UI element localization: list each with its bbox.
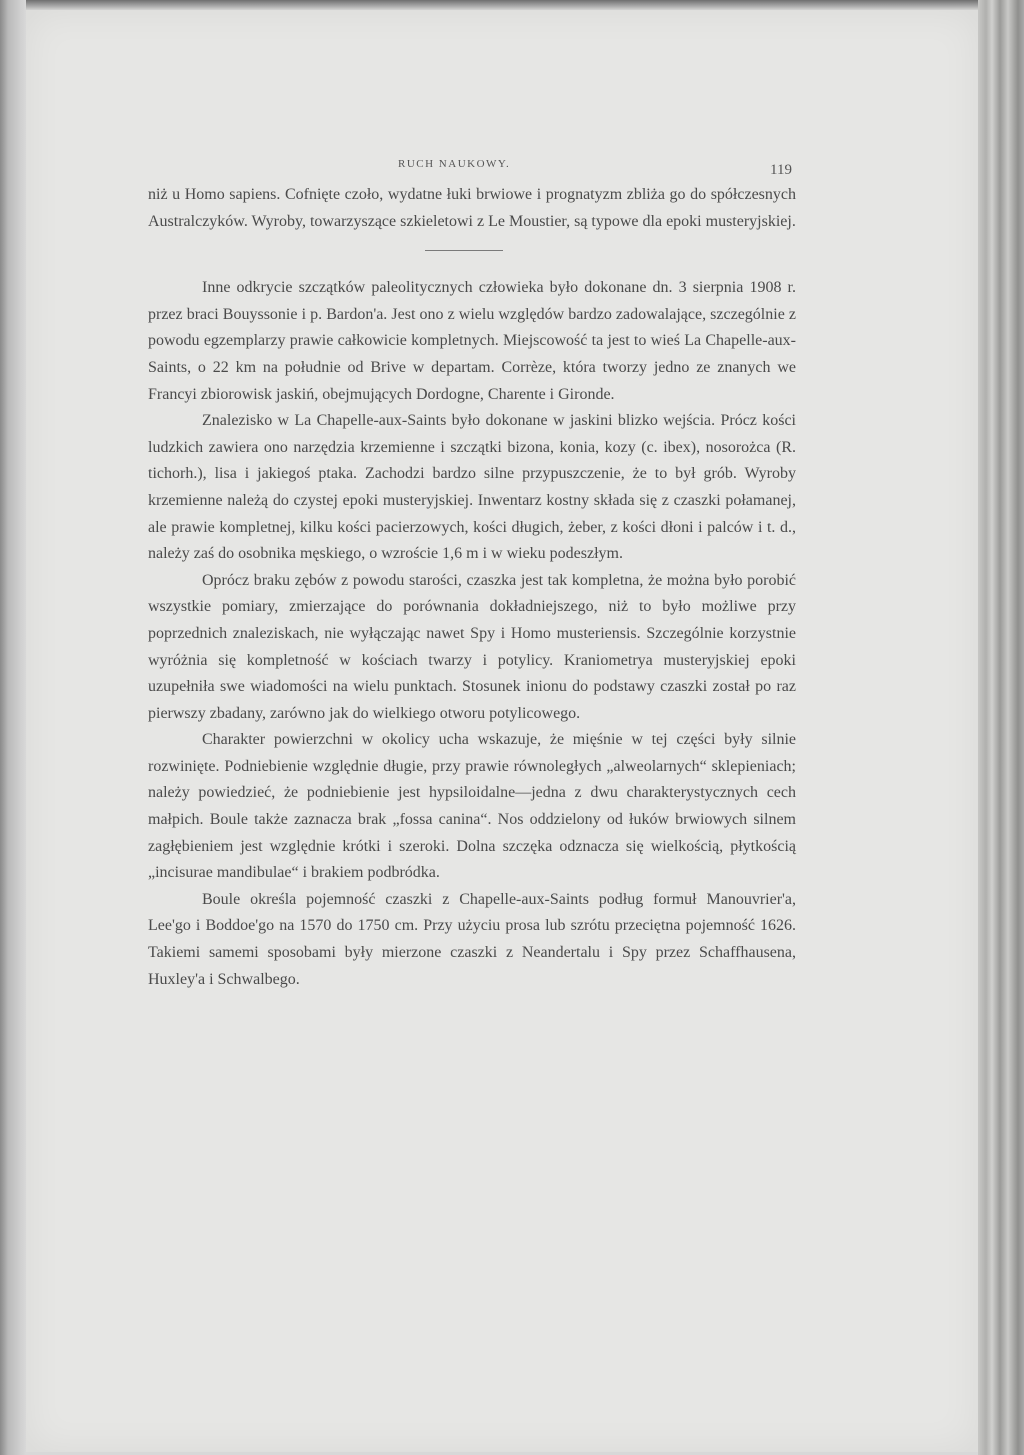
paragraph-surface-character: Charakter powierzchni w okolicy ucha wskazuje, że mięśnie w tej części były silnie rozwinięte. Podniebienie względnie długie, przy prawie równoległych „alweolarnych“ sklepieniach; należy powiedzieć, że podniebienie jest hypsiloidalne—jedna z dwu charakterystycznych cech małpich. Boule także zaznacza brak „fossa canina“. Nos oddzielony od łuków brwiowych silnem zagłębieniem jest względnie krótki i szeroki. Dolna szczęka odznacza się wielkością, płytkością „incisurae mandibulae“ i brakiem podbródka. xyxy=(148,731,796,882)
paragraph-find-contents: Znalezisko w La Chapelle-aux-Saints było dokonane w jaskini blizko wejścia. Prócz kości ludzkich zawiera ono narzędzia krzemienne i szczątki bizona, konia, kozy (c. ibex), nosorożca (R. tichorh.), lisa i jakiegoś ptaka. Zachodzi bardzo silne przypuszczenie, że to był grób. Wyroby krzemienne należą do czystej epoki musteryjskiej. Inwentarz kostny składa się z czaszki połamanej, ale prawie kompletnej, kilku kości pacierzowych, kości długich, żeber, z kości dłoni i palców i t. d., należy zaś do osobnika męskiego, o wzroście 1,6 m i w wieku podeszłym. xyxy=(148,412,796,563)
page-top-edge xyxy=(26,0,978,10)
body-text xyxy=(148,182,796,993)
paragraph-la-chapelle-discovery: Inne odkrycie szczątków paleolitycznych człowieka było dokonane dn. 3 sierpnia 1908 r. przez braci Bouyssonie i p. Bardon'a. Jest ono z wielu względów bardzo zadowalające, szczególnie z powodu egzemplarzy prawie całkowicie kompletnych. Miejscowość ta jest to wieś La Chapelle-aux-Saints, o 22 km na południe od Brive w departam. Corrèze, która tworzy jedno ze znanych we Francyi zbiorowisk jaskiń, obejmujących Dordogne, Charente i Gironde. xyxy=(148,279,796,403)
page-number: 119 xyxy=(770,162,792,178)
paragraph-skull-completeness: Oprócz braku zębów z powodu starości, czaszka jest tak kompletna, że można było porobić wszystkie pomiary, zmierzające do porównania dokładniejszego, niż to było możliwe przy poprzednich znaleziskach, nie wyłączając nawet Spy i Homo musteriensis. Szczególnie korzystnie wyróżnia się kompletność w kościach twarzy i potylicy. Kraniometrya musteryjskiej epoki uzupełniła swe wiadomości na wielu punktach. Stosunek inionu do podstawy czaszki został po raz pierwszy zbadany, zarówno jak do wielkiego otworu potylicowego. xyxy=(148,571,796,722)
book-spine-edge xyxy=(978,0,1024,1455)
running-head: RUCH NAUKOWY. xyxy=(398,158,511,170)
section-divider xyxy=(425,250,503,251)
paragraph-continuation: niż u Homo sapiens. Cofnięte czoło, wydatne łuki brwiowe i prognatyzm zbliża go do spółczesnych Australczyków. Wyroby, towarzyszące szkieletowi z Le Moustier, są typowe dla epoki musteryjskiej. xyxy=(148,186,796,230)
paragraph-skull-capacity: Boule określa pojemność czaszki z Chapelle-aux-Saints podług formuł Manouvrier'a, Lee'go i Boddoe'go na 1570 do 1750 cm. Przy użyciu prosa lub szrótu przeciętna pojemność 1626. Takiemi samemi sposobami były mierzone czaszki z Neandertalu i Spy przez Schaffhausena, Huxley'a i Schwalbego. xyxy=(148,890,796,988)
